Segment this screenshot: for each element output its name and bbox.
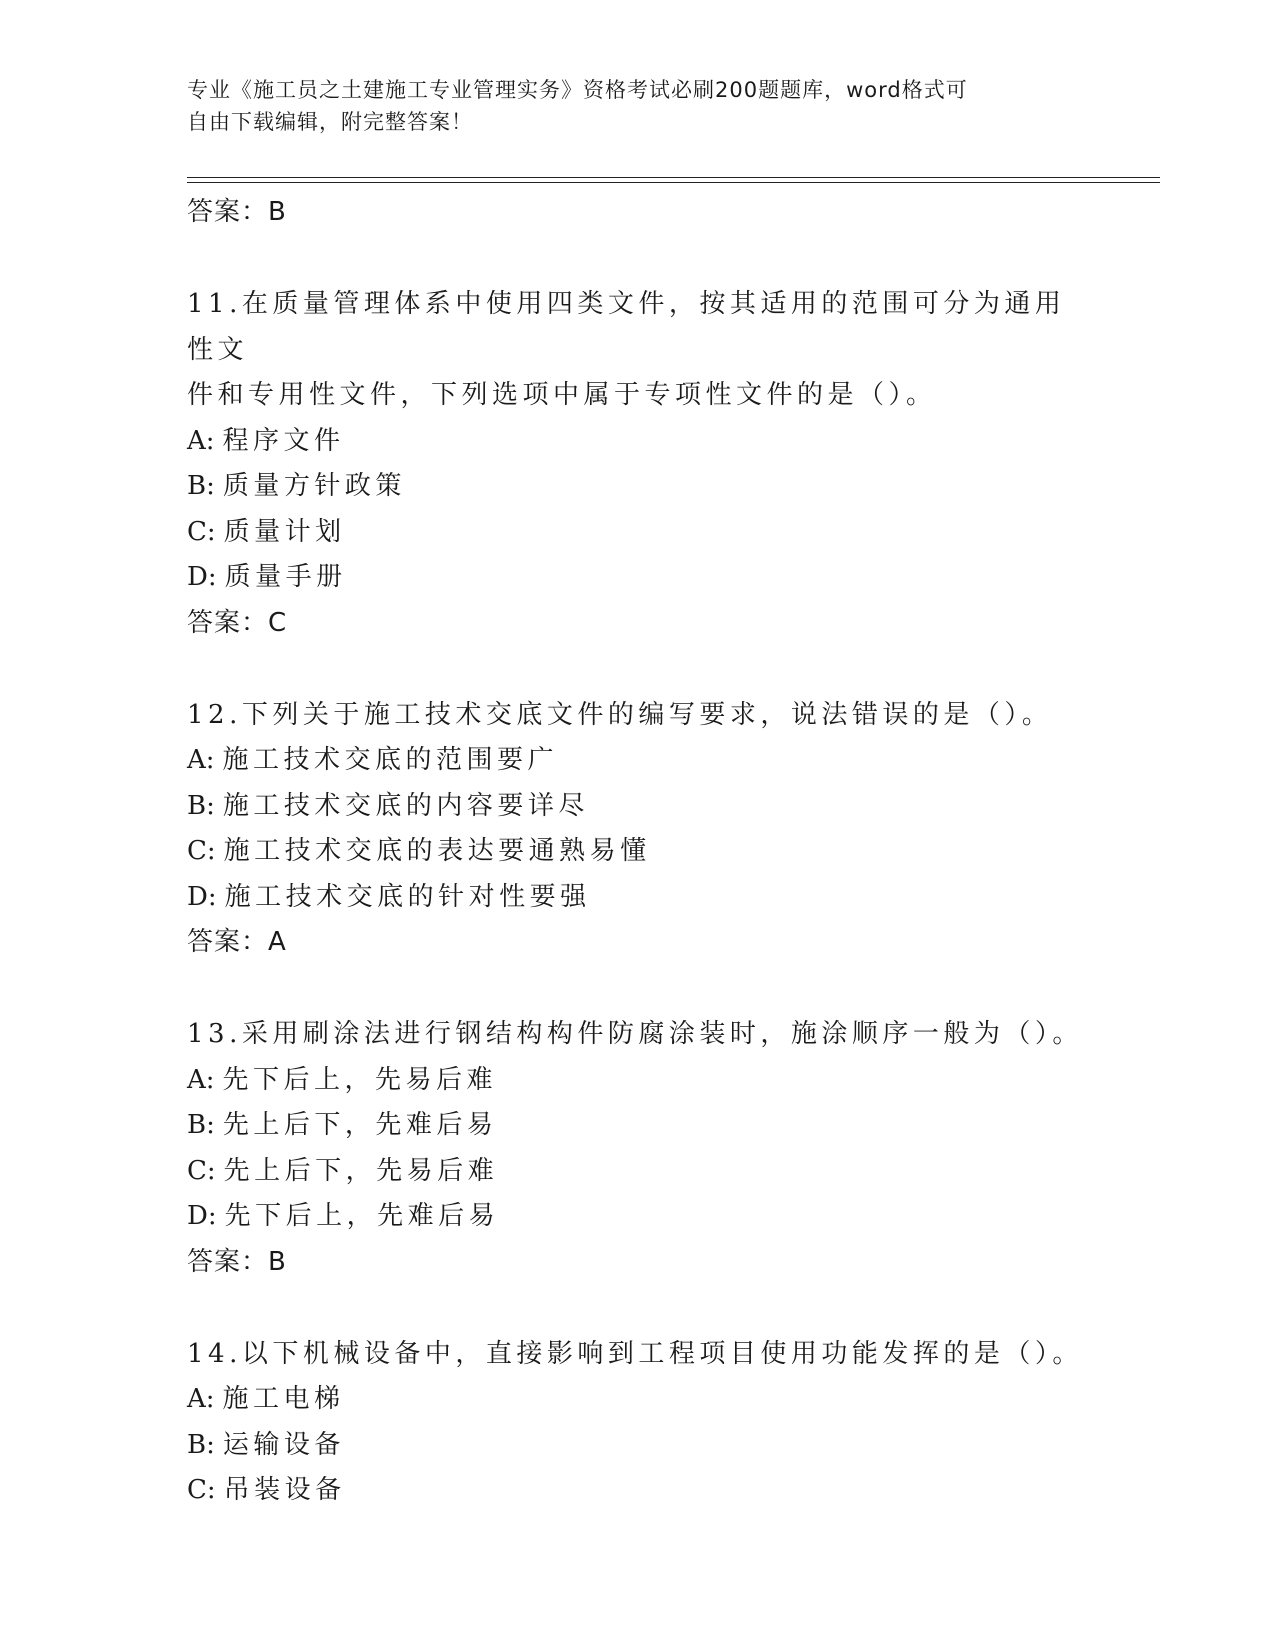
header-rule-top bbox=[187, 177, 1160, 178]
answer-option bbox=[187, 555, 1087, 601]
option-key: A: bbox=[187, 425, 215, 456]
option-key: C: bbox=[187, 836, 216, 866]
question-block bbox=[187, 282, 1087, 646]
option-key: A: bbox=[187, 1384, 215, 1414]
option-key: D: bbox=[187, 562, 217, 592]
option-key: A: bbox=[187, 745, 215, 775]
previous-answer: 答案：B bbox=[187, 197, 287, 227]
option-text: 运输设备 bbox=[222, 1429, 345, 1460]
correct-answer: 答案：B bbox=[187, 1246, 287, 1277]
answer-option bbox=[187, 829, 1087, 875]
answer-option bbox=[187, 1149, 1087, 1195]
question-block bbox=[187, 693, 1087, 966]
option-text: 质量计划 bbox=[223, 516, 346, 547]
question-stem-line: 12.下列关于施工技术交底文件的编写要求，说法错误的是（）。 bbox=[187, 699, 1053, 730]
option-text: 先下后上，先难后易 bbox=[224, 1201, 500, 1231]
option-key: B: bbox=[187, 1110, 215, 1140]
option-key: A: bbox=[187, 1064, 215, 1095]
answer-option bbox=[187, 875, 1087, 921]
question-stem-line: 件和专用性文件，下列选项中属于专项性文件的是（）。 bbox=[187, 380, 937, 410]
option-key: D: bbox=[187, 1201, 217, 1231]
option-text: 吊装设备 bbox=[223, 1475, 346, 1505]
question-list bbox=[187, 190, 1087, 1514]
option-text: 先上后下，先难后易 bbox=[222, 1110, 498, 1140]
option-key: B: bbox=[187, 471, 215, 501]
answer-option bbox=[187, 1194, 1087, 1240]
answer-option bbox=[187, 1058, 1087, 1104]
question-stem-line: 13.采用刷涂法进行钢结构构件防腐涂装时，施涂顺序一般为（）。 bbox=[187, 1019, 1083, 1049]
header-line-2: 自由下载编辑，附完整答案！ bbox=[187, 110, 473, 134]
option-text: 质量方针政策 bbox=[222, 471, 406, 501]
option-key: C: bbox=[187, 1475, 216, 1505]
option-text: 施工技术交底的内容要详尽 bbox=[222, 790, 589, 821]
option-text: 施工技术交底的范围要广 bbox=[222, 745, 559, 775]
answer-option bbox=[187, 419, 1087, 465]
answer-option bbox=[187, 738, 1087, 784]
header-rule-bottom bbox=[187, 182, 1160, 183]
correct-answer: 答案：C bbox=[187, 607, 288, 638]
option-key: C: bbox=[187, 1155, 216, 1186]
answer-option bbox=[187, 1468, 1087, 1514]
option-key: B: bbox=[187, 1429, 215, 1460]
option-text: 施工电梯 bbox=[222, 1384, 345, 1414]
header-line-1: 专业《施工员之土建施工专业管理实务》资格考试必刷200题题库，word格式可 bbox=[187, 78, 968, 102]
option-key: D: bbox=[187, 881, 217, 912]
option-text: 先下后上，先易后难 bbox=[222, 1064, 498, 1095]
answer-option bbox=[187, 1103, 1087, 1149]
option-text: 质量手册 bbox=[224, 562, 347, 592]
option-text: 施工技术交底的针对性要强 bbox=[224, 881, 591, 912]
answer-option bbox=[187, 510, 1087, 556]
answer-option bbox=[187, 784, 1087, 830]
question-block bbox=[187, 1012, 1087, 1285]
option-text: 施工技术交底的表达要通熟易懂 bbox=[223, 836, 651, 866]
answer-option bbox=[187, 1377, 1087, 1423]
option-text: 程序文件 bbox=[222, 425, 345, 456]
document-header bbox=[187, 74, 1087, 138]
question-block bbox=[187, 1332, 1087, 1514]
answer-option bbox=[187, 464, 1087, 510]
answer-option bbox=[187, 1423, 1087, 1469]
option-text: 先上后下，先易后难 bbox=[223, 1155, 499, 1186]
question-stem-line: 14.以下机械设备中，直接影响到工程项目使用功能发挥的是（）。 bbox=[187, 1338, 1083, 1369]
option-key: C: bbox=[187, 516, 216, 547]
correct-answer: 答案：A bbox=[187, 927, 287, 957]
option-key: B: bbox=[187, 790, 215, 821]
question-stem-line: 11.在质量管理体系中使用四类文件，按其适用的范围可分为通用性文 bbox=[187, 289, 1066, 365]
